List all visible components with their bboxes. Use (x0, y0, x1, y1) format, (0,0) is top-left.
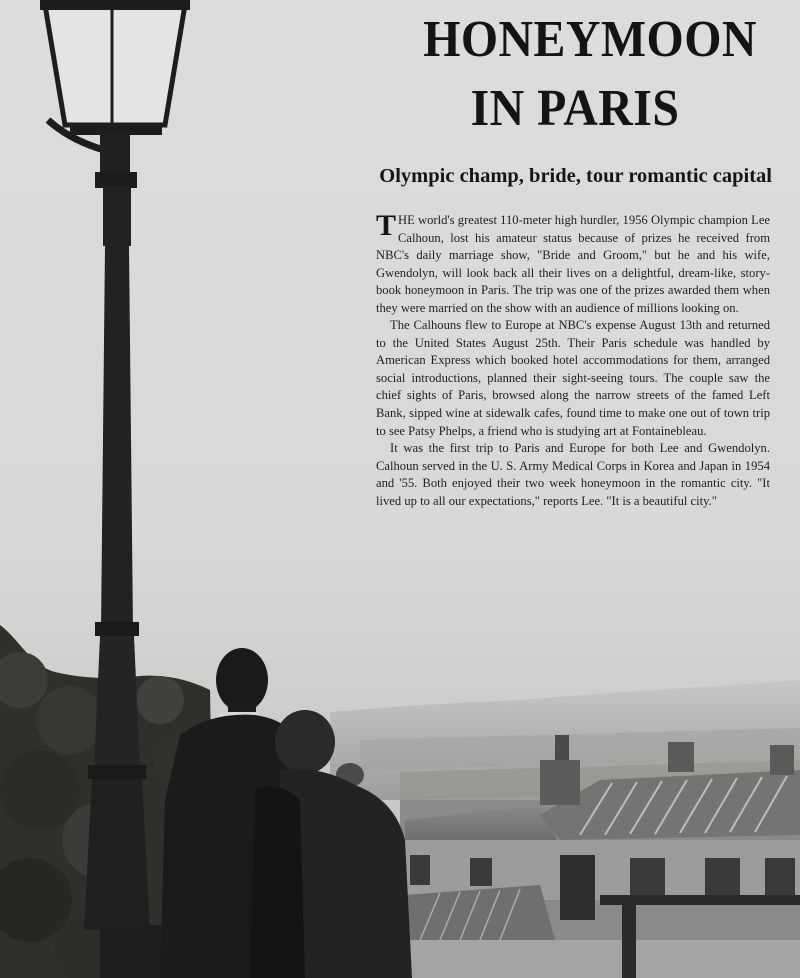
article-headline (423, 6, 757, 143)
paragraph-1-text: HE world's greatest 110-meter high hurdler, 1956 Olympic champion Lee Calhoun, lost his amateur status because of prizes he received from NBC's daily marriage show, "Bride and Groom," but he and his wife, Gwendolyn, will look back all their lives on a delightful, dream-like, story-book honeymoon in Paris. The trip was one of the prizes awarded them when they were married on the show with an audience of millions looking on. (376, 213, 770, 315)
article-paragraph-3: It was the first trip to Paris and Europe for both Lee and Gwendolyn. Calhoun served in the U. S. Army Medical Corps in Korea and Japan in 1954 and '55. Both enjoyed their two week honeymoon in the romantic city. "It lived up to all our expectations," reports Lee. "It is a beautiful city." (376, 441, 770, 508)
article-paragraph-1 (376, 209, 770, 317)
article-paragraph-2: The Calhouns flew to Europe at NBC's expense August 13th and returned to the United States August 25th. Their Paris schedule was handled by American Express which booked hotel accommodations for them, arranged social introductions, planned their sight-seeing tours. The couple saw the chief sights of Paris, browsed along the narrow streets of the famed Left Bank, sipped wine at sidewalk cafes, found time to make one out of town trip to see Patsy Phelps, a friend who is studying art at Fontainebleau. (376, 318, 770, 438)
headline-line-1: HONEYMOON (423, 11, 757, 68)
article-subheadline: Olympic champ, bride, tour romantic capital (379, 165, 772, 187)
article-body (376, 209, 770, 510)
drop-cap: T (376, 209, 397, 242)
headline-line-2: IN PARIS (470, 79, 680, 137)
